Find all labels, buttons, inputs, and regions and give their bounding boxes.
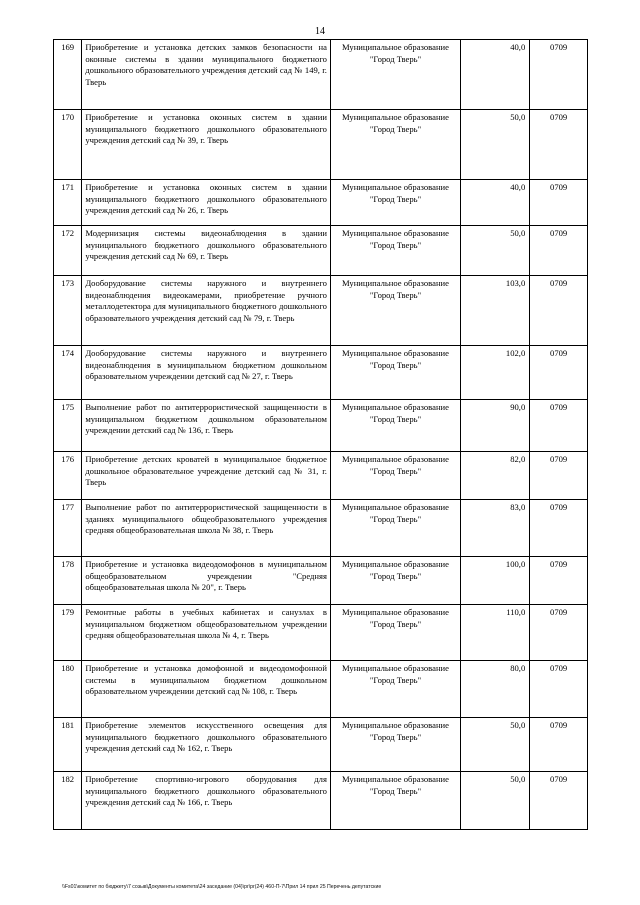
row-description: Приобретение и установка оконных систем в здании муниципального бюджетного дошкольного образовательного учреждения детский сад № 39, г. Тверь (82, 110, 331, 180)
row-number: 179 (54, 605, 82, 661)
table-row (54, 772, 588, 830)
row-number: 170 (54, 110, 82, 180)
row-number: 169 (54, 40, 82, 110)
row-municipality: Муниципальное образование "Город Тверь" (330, 40, 460, 110)
row-description: Дооборудование системы наружного и внутреннего видеонаблюдения видеокамерами, приобретение ручного металлодетектора для муниципального бюджетного дошкольного образовательного учреждения детский сад № 79, г. Тверь (82, 276, 331, 346)
row-amount: 50,0 (461, 226, 530, 276)
row-code: 0709 (530, 500, 588, 557)
row-municipality: Муниципальное образование "Город Тверь" (330, 772, 460, 830)
row-number: 174 (54, 346, 82, 400)
row-amount: 90,0 (461, 400, 530, 452)
row-number: 177 (54, 500, 82, 557)
table-row (54, 452, 588, 500)
row-municipality: Муниципальное образование "Город Тверь" (330, 605, 460, 661)
row-number: 178 (54, 557, 82, 605)
row-description: Приобретение детских кроватей в муниципальное бюджетное дошкольное образовательное учреждение детский сад № 31, г. Тверь (82, 452, 331, 500)
row-code: 0709 (530, 772, 588, 830)
row-municipality: Муниципальное образование "Город Тверь" (330, 400, 460, 452)
row-description: Выполнение работ по антитеррористической защищенности в муниципальном бюджетном дошкольном образовательном учреждении детский сад № 136, г. Тверь (82, 400, 331, 452)
row-amount: 50,0 (461, 110, 530, 180)
row-amount: 82,0 (461, 452, 530, 500)
row-number: 176 (54, 452, 82, 500)
row-code: 0709 (530, 400, 588, 452)
table-row (54, 276, 588, 346)
row-number: 181 (54, 718, 82, 772)
row-amount: 40,0 (461, 180, 530, 226)
table-row (54, 226, 588, 276)
row-municipality: Муниципальное образование "Город Тверь" (330, 500, 460, 557)
row-number: 172 (54, 226, 82, 276)
row-municipality: Муниципальное образование "Город Тверь" (330, 110, 460, 180)
row-description: Приобретение и установка детских замков безопасности на оконные системы в здании муниципального бюджетного дошкольного образовательного учреждения детский сад № 149, г. Тверь (82, 40, 331, 110)
row-code: 0709 (530, 557, 588, 605)
table-row (54, 605, 588, 661)
row-code: 0709 (530, 226, 588, 276)
row-amount: 100,0 (461, 557, 530, 605)
row-description: Приобретение и установка домофонной и видеодомофонной системы в муниципальном бюджетном дошкольном образовательном учреждении детский сад № 108, г. Тверь (82, 661, 331, 718)
row-description: Приобретение спортивно-игрового оборудования для муниципального бюджетного дошкольного образовательного учреждения детский сад № 166, г. Тверь (82, 772, 331, 830)
row-code: 0709 (530, 661, 588, 718)
table-row (54, 110, 588, 180)
table-row (54, 346, 588, 400)
row-description: Приобретение элементов искусственного освещения для муниципального бюджетного дошкольного образовательного учреждения детский сад № 162, г. Тверь (82, 718, 331, 772)
row-amount: 50,0 (461, 772, 530, 830)
row-description: Выполнение работ по антитеррористической защищенности в зданиях муниципального общеобразовательного учреждения средняя общеобразовательная школа № 38, г. Тверь (82, 500, 331, 557)
row-code: 0709 (530, 110, 588, 180)
row-municipality: Муниципальное образование "Город Тверь" (330, 452, 460, 500)
row-municipality: Муниципальное образование "Город Тверь" (330, 180, 460, 226)
page-number: 14 (315, 26, 325, 37)
row-code: 0709 (530, 276, 588, 346)
row-amount: 50,0 (461, 718, 530, 772)
row-code: 0709 (530, 452, 588, 500)
row-number: 175 (54, 400, 82, 452)
row-municipality: Муниципальное образование "Город Тверь" (330, 557, 460, 605)
row-municipality: Муниципальное образование "Город Тверь" (330, 226, 460, 276)
row-code: 0709 (530, 180, 588, 226)
table-row (54, 718, 588, 772)
row-number: 171 (54, 180, 82, 226)
row-amount: 110,0 (461, 605, 530, 661)
row-description: Приобретение и установка видеодомофонов в муниципальном общеобразовательном учреждении "Средняя общеобразовательная школа № 20", г. Тверь (82, 557, 331, 605)
appropriations-table (53, 39, 588, 830)
row-code: 0709 (530, 718, 588, 772)
row-code: 0709 (530, 40, 588, 110)
row-description: Приобретение и установка оконных систем в здании муниципального бюджетного дошкольного образовательного учреждения детский сад № 26, г. Тверь (82, 180, 331, 226)
row-description: Ремонтные работы в учебных кабинетах и санузлах в муниципальном бюджетном общеобразовательном учреждении средняя общеобразовательная школа № 4, г. Тверь (82, 605, 331, 661)
row-number: 180 (54, 661, 82, 718)
table-row (54, 400, 588, 452)
row-description: Модернизация системы видеонаблюдения в здании муниципального бюджетного дошкольного образовательного учреждения детский сад № 69, г. Тверь (82, 226, 331, 276)
row-amount: 80,0 (461, 661, 530, 718)
row-code: 0709 (530, 605, 588, 661)
footer-file-path: \\Fs01\комитет по бюджету\7 созыв\Документы комитета\24 заседание (04)\pr\pr(24) 460-П-7\Прил 14 прил 25 Перечень депутатские (62, 884, 382, 890)
row-number: 173 (54, 276, 82, 346)
row-number: 182 (54, 772, 82, 830)
row-municipality: Муниципальное образование "Город Тверь" (330, 346, 460, 400)
table-row (54, 661, 588, 718)
row-amount: 40,0 (461, 40, 530, 110)
table-row (54, 500, 588, 557)
row-amount: 83,0 (461, 500, 530, 557)
row-municipality: Муниципальное образование "Город Тверь" (330, 661, 460, 718)
row-code: 0709 (530, 346, 588, 400)
row-amount: 103,0 (461, 276, 530, 346)
row-description: Дооборудование системы наружного и внутреннего видеонаблюдения в муниципальном бюджетном дошкольном образовательном учреждении детский сад № 27, г. Тверь (82, 346, 331, 400)
table-row (54, 180, 588, 226)
row-amount: 102,0 (461, 346, 530, 400)
row-municipality: Муниципальное образование "Город Тверь" (330, 718, 460, 772)
table-row (54, 557, 588, 605)
table-row (54, 40, 588, 110)
row-municipality: Муниципальное образование "Город Тверь" (330, 276, 460, 346)
